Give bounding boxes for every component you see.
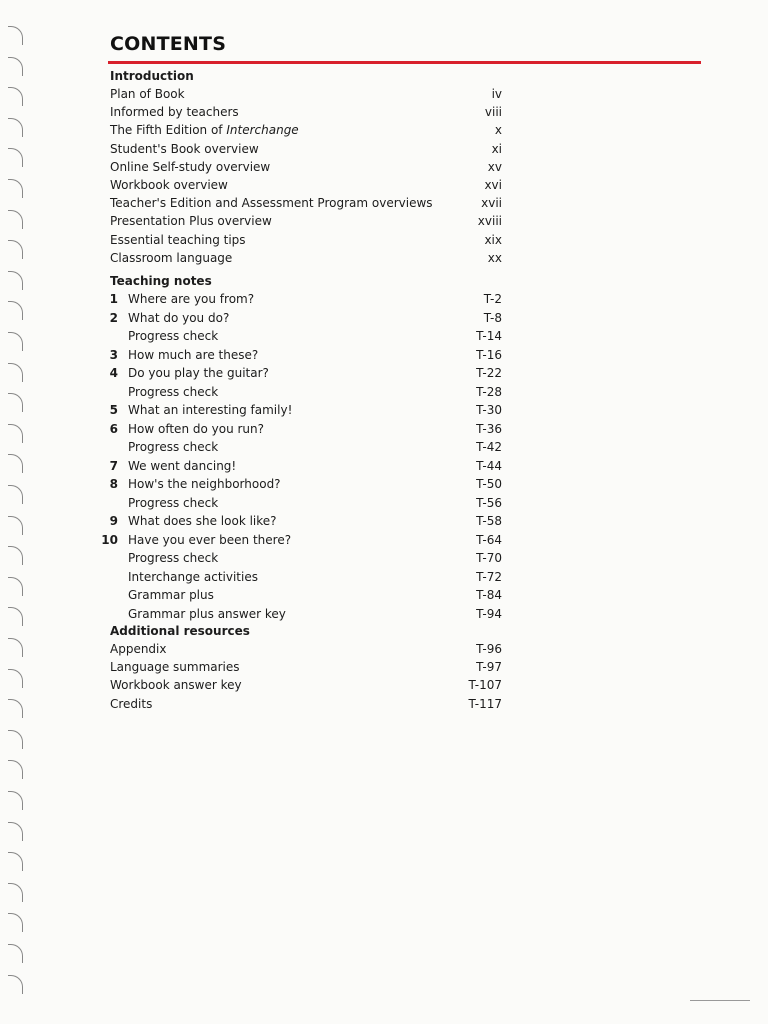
binding-hole: [8, 271, 23, 290]
toc-entry: [110, 231, 502, 249]
entry-title: Workbook answer key: [110, 678, 242, 693]
page-number: T-2: [483, 292, 502, 306]
binding-hole: [8, 363, 23, 382]
entry-title: Interchange activities: [128, 569, 258, 584]
entry-title: What an interesting family!: [128, 403, 293, 417]
entry-title: Have you ever been there?: [128, 532, 292, 547]
toc-entry: [110, 85, 502, 103]
toc-entry: [110, 438, 502, 456]
entry-title: Progress check: [128, 384, 219, 399]
page-title: CONTENTS: [110, 33, 227, 55]
binding-hole: [8, 883, 23, 902]
page-number: xviii: [477, 214, 502, 229]
toc-entry: [110, 249, 502, 267]
entry-title: How often do you run?: [128, 421, 265, 436]
binding-hole: [8, 210, 23, 229]
entry-title: Workbook overview: [110, 178, 228, 192]
toc-entry: [110, 475, 502, 493]
entry-title: Grammar plus answer key: [128, 606, 286, 621]
page-number: xx: [487, 250, 502, 265]
chapter-number: 6: [109, 421, 118, 436]
chapter-number: 2: [109, 310, 118, 325]
page-number: T-96: [476, 642, 502, 656]
binding-hole: [8, 638, 23, 657]
title-rule: [108, 61, 701, 64]
entry-title: Progress check: [128, 329, 219, 343]
binding-hole: [8, 577, 23, 596]
page-number: T-28: [476, 384, 502, 399]
toc-entry: [110, 605, 502, 623]
page-number: T-42: [476, 440, 502, 454]
binding-hole: [8, 913, 23, 932]
binding-hole: [8, 424, 23, 443]
page-number: T-36: [476, 421, 502, 436]
page-number: T-8: [483, 310, 502, 325]
binding-hole: [8, 332, 23, 351]
binding-hole: [8, 301, 23, 320]
entry-title-text: The Fifth Edition of: [110, 123, 227, 138]
toc-entry: [110, 309, 502, 327]
toc-entry: [101, 531, 502, 549]
binding-hole: [8, 454, 23, 473]
entry-title: Student's Book overview: [110, 141, 259, 156]
chapter-number: 5: [109, 403, 118, 417]
binding-hole: [8, 393, 23, 412]
entry-title: Progress check: [128, 551, 219, 565]
page-number: T-84: [476, 588, 502, 602]
page-number: T-107: [468, 678, 502, 693]
chapter-number: 1: [109, 292, 118, 306]
page-number: xvii: [481, 196, 502, 211]
entry-title: Where are you from?: [128, 292, 255, 306]
entry-title: Do you play the guitar?: [128, 366, 269, 380]
chapter-number: 4: [109, 366, 118, 380]
page-number: xi: [491, 141, 502, 156]
page-number: T-30: [476, 403, 502, 417]
binding-hole: [8, 240, 23, 259]
toc-entry: [110, 549, 502, 567]
spiral-binding-holes: [0, 0, 40, 1024]
binding-hole: [8, 118, 23, 137]
toc-entry: [110, 658, 502, 676]
entry-title: [110, 121, 299, 139]
toc-entry: [110, 512, 502, 530]
binding-hole: [8, 516, 23, 535]
toc-entry: [110, 568, 502, 586]
toc-entry: [110, 586, 502, 604]
binding-hole: [8, 546, 23, 565]
page-number: T-44: [476, 458, 502, 473]
toc-entry: [110, 383, 502, 401]
page-number: xix: [484, 232, 502, 247]
binding-hole: [8, 822, 23, 841]
binding-hole: [8, 699, 23, 718]
section-heading: Teaching notes: [110, 274, 212, 288]
toc-entry: [110, 140, 502, 158]
page-number: iv: [491, 87, 502, 101]
toc-entry: [110, 640, 502, 658]
page-number: T-50: [476, 477, 502, 491]
chapter-number: 10: [101, 532, 118, 547]
binding-hole: [8, 730, 23, 749]
chapter-number: 9: [109, 514, 118, 528]
page-number: T-16: [476, 347, 502, 362]
toc-entry: [110, 327, 502, 345]
entry-title: Plan of Book: [110, 87, 185, 101]
page-number: T-72: [476, 569, 502, 584]
entry-title: How's the neighborhood?: [128, 477, 281, 491]
page-number: x: [494, 123, 502, 138]
section-heading: Additional resources: [110, 624, 250, 638]
binding-hole: [8, 944, 23, 963]
binding-hole: [8, 485, 23, 504]
toc-entry: [110, 346, 502, 364]
page-number: T-97: [476, 660, 502, 675]
binding-hole: [8, 26, 23, 45]
entry-title: Teacher's Edition and Assessment Program overviews: [110, 196, 433, 211]
entry-title: We went dancing!: [128, 458, 237, 473]
entry-title: Grammar plus: [128, 588, 214, 602]
page-number: xv: [487, 159, 502, 174]
page-number: T-64: [476, 532, 502, 547]
page-number: T-14: [476, 329, 502, 343]
entry-title: What does she look like?: [128, 514, 277, 528]
binding-hole: [8, 791, 23, 810]
toc-entry: [110, 420, 502, 438]
entry-title: Classroom language: [110, 250, 233, 265]
chapter-number: 8: [109, 477, 118, 491]
entry-title: Essential teaching tips: [110, 232, 246, 247]
toc-entry: [110, 401, 502, 419]
chapter-number: 3: [109, 347, 118, 362]
toc-entry: [110, 457, 502, 475]
binding-hole: [8, 179, 23, 198]
entry-title-italic: Interchange: [226, 123, 299, 138]
toc-entry: [110, 290, 502, 308]
entry-title: Language summaries: [110, 660, 240, 675]
toc-entry: [110, 212, 502, 230]
binding-hole: [8, 852, 23, 871]
page-number: T-56: [476, 495, 502, 510]
section-heading: Introduction: [110, 69, 194, 83]
toc-entry: [110, 676, 502, 694]
page-number: xvi: [484, 178, 502, 192]
entry-title: Progress check: [128, 440, 219, 454]
toc-entry: [110, 494, 502, 512]
entry-title: What do you do?: [128, 310, 230, 325]
toc-entry: [110, 194, 502, 212]
toc-entry: [110, 176, 502, 194]
toc-entry: [110, 364, 502, 382]
entry-title: How much are these?: [128, 347, 259, 362]
binding-hole: [8, 760, 23, 779]
page-number: T-94: [476, 606, 502, 621]
page-number: T-70: [476, 551, 502, 565]
binding-hole: [8, 607, 23, 626]
binding-hole: [8, 148, 23, 167]
page-number: T-117: [468, 696, 502, 711]
entry-title: Online Self-study overview: [110, 159, 271, 174]
entry-title: Presentation Plus overview: [110, 214, 272, 229]
entry-title: Appendix: [110, 642, 167, 656]
entry-title: Progress check: [128, 495, 219, 510]
toc-entry: [110, 695, 502, 713]
chapter-number: 7: [109, 458, 118, 473]
binding-hole: [8, 669, 23, 688]
binding-hole: [8, 975, 23, 994]
page-number: T-22: [476, 366, 502, 380]
entry-title: Informed by teachers: [110, 105, 239, 120]
page-number: T-58: [476, 514, 502, 528]
toc-entry: [110, 103, 502, 121]
binding-hole: [8, 87, 23, 106]
toc-entry: [110, 158, 502, 176]
scan-mark: [690, 1000, 750, 1001]
entry-title: Credits: [110, 696, 153, 711]
page-number: viii: [484, 105, 502, 120]
binding-hole: [8, 57, 23, 76]
toc-entry: [110, 121, 502, 139]
